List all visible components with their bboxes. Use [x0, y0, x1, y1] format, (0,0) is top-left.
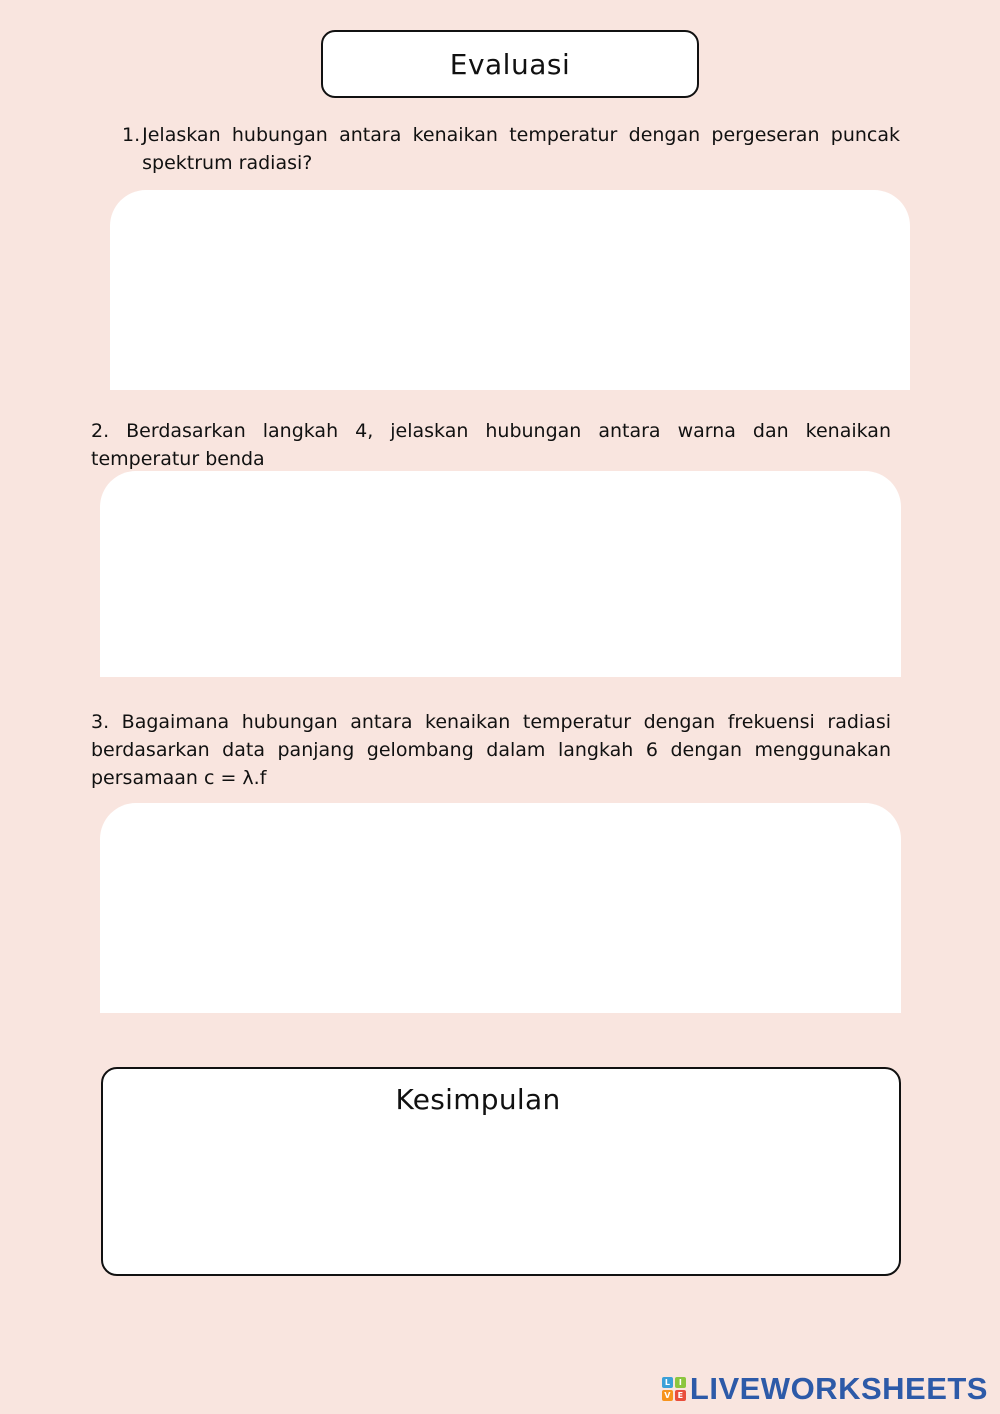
answer-box-2[interactable] — [100, 471, 901, 677]
question-1 — [122, 121, 900, 177]
page-title-text: Evaluasi — [449, 47, 571, 81]
question-1-text: Jelaskan hubungan antara kenaikan temperatur dengan pergeseran puncak spektrum radiasi? — [142, 124, 900, 174]
liveworksheets-logo-icon — [662, 1377, 686, 1401]
logo-letter: E — [675, 1390, 686, 1401]
answer-box-3[interactable] — [100, 803, 901, 1013]
question-3: 3. Bagaimana hubungan antara kenaikan temperatur dengan frekuensi radiasi berdasarkan data panjang gelombang dalam langkah 6 dengan menggunakan persamaan c = λ.f — [91, 711, 891, 789]
logo-letter: V — [662, 1390, 673, 1401]
liveworksheets-brand — [662, 1372, 988, 1406]
brand-name: LIVEWORKSHEETS — [689, 1371, 988, 1406]
question-1-number: 1. — [122, 124, 141, 146]
conclusion-title: Kesimpulan — [395, 1083, 561, 1116]
page-title — [321, 30, 699, 98]
logo-letter: L — [662, 1377, 673, 1388]
conclusion-box[interactable] — [101, 1067, 901, 1276]
question-2: 2. Berdasarkan langkah 4, jelaskan hubungan antara warna dan kenaikan temperatur benda — [91, 420, 891, 470]
logo-letter: I — [675, 1377, 686, 1388]
answer-box-1[interactable] — [110, 190, 910, 390]
